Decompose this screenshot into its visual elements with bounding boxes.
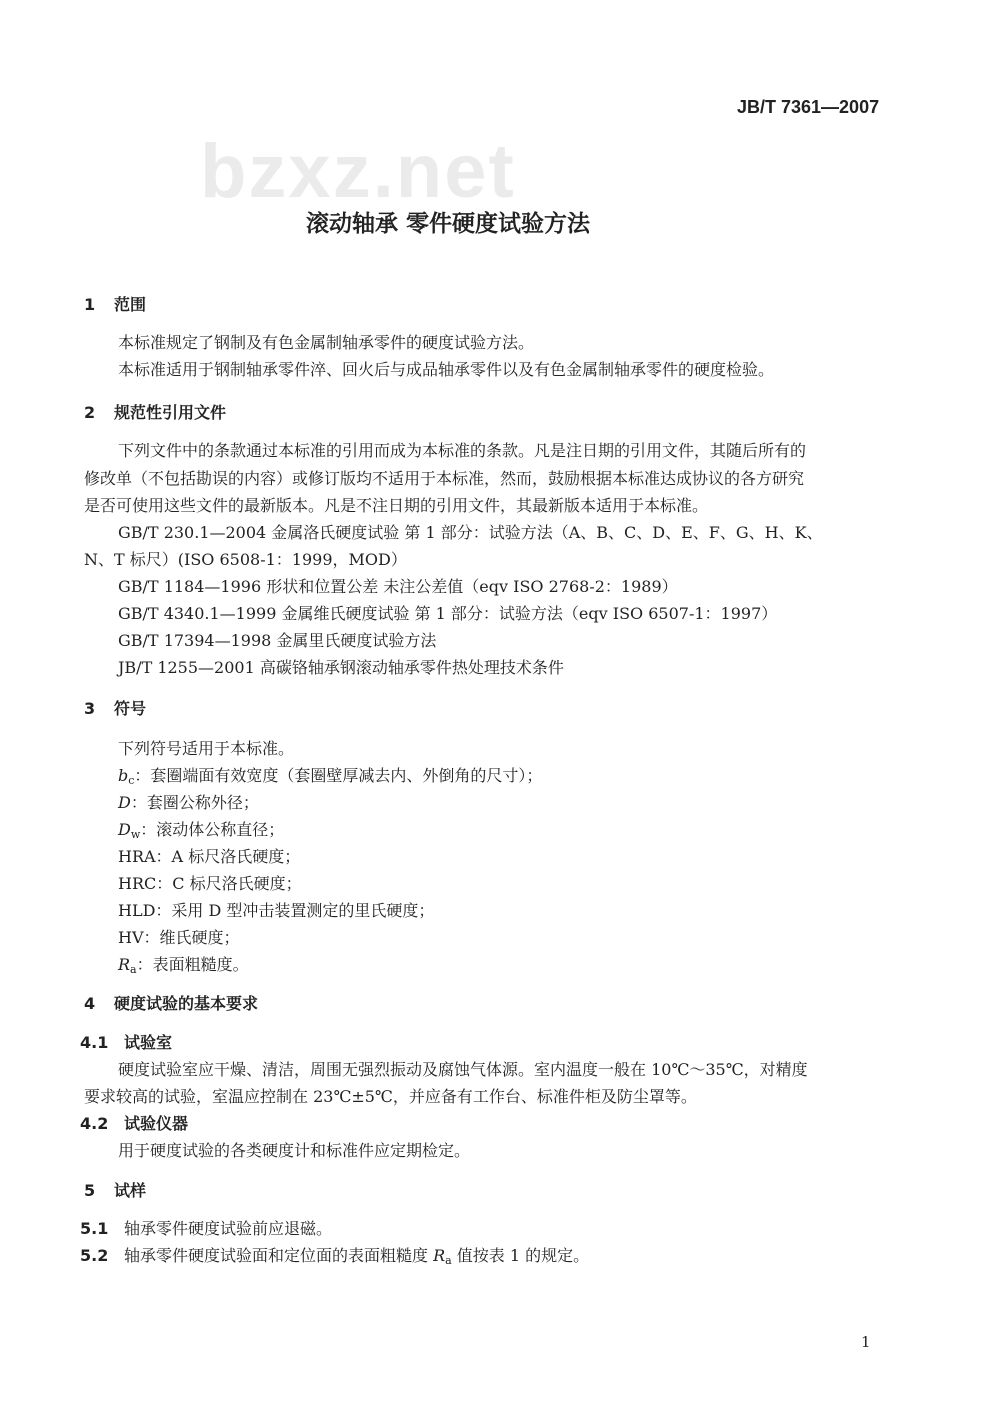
s2-intro-line-3: 是否可使用这些文件的最新版本。凡是不注日期的引用文件，其最新版本适用于本标准。 <box>84 496 709 515</box>
page-number: 1 <box>861 1333 871 1351</box>
section-4-1-heading: 4.1 试验室 <box>80 1033 173 1052</box>
symbol-hrc: HRC：C 标尺洛氏硬度； <box>118 874 302 893</box>
section-3-heading: 3 符号 <box>84 699 147 718</box>
s41-para-line-1: 硬度试验室应干燥、清洁，周围无强烈振动及腐蚀气体源。室内温度一般在 10℃～35℃，对精度 <box>118 1060 808 1079</box>
s1-para-2: 本标准适用于钢制轴承零件淬、回火后与成品轴承零件以及有色金属制轴承零件的硬度检验。 <box>118 360 775 379</box>
reference-1-line-2: N、T 标尺）(ISO 6508-1：1999，MOD） <box>84 550 407 569</box>
section-5-1: 5.1 轴承零件硬度试验前应退磁。 <box>80 1219 333 1238</box>
reference-5: JB/T 1255—2001 高碳铬轴承钢滚动轴承零件热处理技术条件 <box>118 658 564 677</box>
reference-3: GB/T 4340.1—1999 金属维氏硬度试验 第 1 部分：试验方法（eqv ISO 6507-1：1997） <box>118 604 778 623</box>
watermark: bzxz.net <box>200 129 516 214</box>
symbol-hra: HRA：A 标尺洛氏硬度； <box>118 847 301 866</box>
section-5-heading: 5 试样 <box>84 1181 147 1200</box>
s2-intro-line-2: 修改单（不包括勘误的内容）或修订版均不适用于本标准，然而，鼓励根据本标准达成协议的各方研究 <box>84 469 805 488</box>
section-1-heading: 1 范围 <box>84 295 147 314</box>
s2-intro-line-1: 下列文件中的条款通过本标准的引用而成为本标准的条款。凡是注日期的引用文件，其随后所有的 <box>118 441 807 460</box>
symbol-hv: HV：维氏硬度； <box>118 928 240 947</box>
section-4-heading: 4 硬度试验的基本要求 <box>84 994 259 1013</box>
document-title: 滚动轴承 零件硬度试验方法 <box>306 211 591 237</box>
standard-number: JB/T 7361—2007 <box>737 97 880 117</box>
symbol-ra: $R_a$：表面粗糙度。 <box>118 955 249 976</box>
symbol-dw: $D_w$：滚动体公称直径； <box>118 820 285 841</box>
s41-para-line-2: 要求较高的试验，室温应控制在 23℃±5℃，并应备有工作台、标准件柜及防尘罩等。 <box>84 1087 697 1106</box>
reference-1-line-1: GB/T 230.1—2004 金属洛氏硬度试验 第 1 部分：试验方法（A、B、C、D、E、F、G、H、K、 <box>118 523 823 542</box>
symbol-hld: HLD：采用 D 型冲击装置测定的里氏硬度； <box>118 901 435 920</box>
section-2-heading: 2 规范性引用文件 <box>84 403 227 422</box>
s42-para: 用于硬度试验的各类硬度计和标准件应定期检定。 <box>118 1141 471 1160</box>
s1-para-1: 本标准规定了钢制及有色金属制轴承零件的硬度试验方法。 <box>118 333 535 352</box>
reference-4: GB/T 17394—1998 金属里氏硬度试验方法 <box>118 631 437 650</box>
section-4-2-heading: 4.2 试验仪器 <box>80 1114 189 1133</box>
section-5-2: 5.2 轴承零件硬度试验面和定位面的表面粗糙度 $R_a$ 值按表 1 的规定。 <box>80 1246 590 1267</box>
s3-intro: 下列符号适用于本标准。 <box>118 739 295 758</box>
symbol-bc: $b_c$：套圈端面有效宽度（套圈壁厚减去内、外倒角的尺寸）； <box>118 766 543 787</box>
reference-2: GB/T 1184—1996 形状和位置公差 未注公差值（eqv ISO 2768-2：1989） <box>118 577 678 596</box>
symbol-d: D：套圈公称外径； <box>118 793 259 812</box>
